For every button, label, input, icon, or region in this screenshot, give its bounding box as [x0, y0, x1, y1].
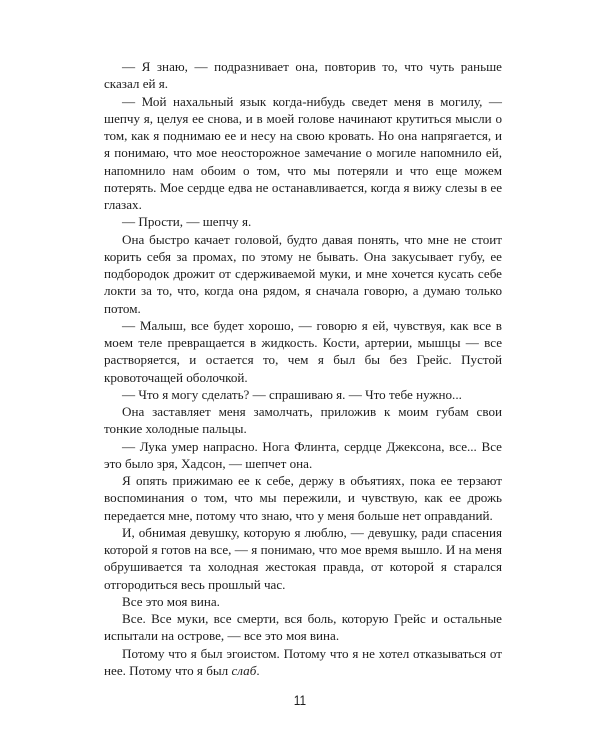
- paragraph: Она заставляет меня замолчать, приложив к моим губам свои тонкие холодные пальцы.: [104, 404, 502, 437]
- page-number: 11: [293, 692, 307, 708]
- paragraph: — Мой нахальный язык когда-нибудь сведет меня в могилу, — шепчу я, целуя ее снова, и в моей голове начинают крутиться мысли о том, как я поднимаю ее и несу на свою кровать. Но она напрягается, и я понимаю, что мое неосторожное замечание о могиле напомнило ей, напомнило нам обоим о том, что мы потеряли и что еще можем потерять. Мое сердце едва не останавливается, когда я вижу слезы в ее глазах.: [104, 93, 502, 212]
- paragraph: И, обнимая девушку, которую я люблю, — девушку, ради спасения которой я готов на все, — я понимаю, что мое время вышло. И на меня обрушивается та холодная жестокая правда, от которой я старался отгородиться весь прошлый час.: [104, 524, 502, 592]
- body-text: [104, 58, 502, 679]
- paragraph: Она быстро качает головой, будто давая понять, что мне не стоит корить себя за промах, по этому не бывать. Она закусывает губу, ее подбородок дрожит от сдерживаемой муки, и мне хочется кусать себе локти за то, что, когда она рядом, я сначала говорю, а думаю только потом.: [104, 231, 502, 316]
- paragraph-last: [104, 645, 502, 680]
- paragraph-last-end: .: [256, 662, 260, 678]
- paragraph: — Прости, — шепчу я.: [122, 214, 252, 230]
- paragraph: — Малыш, все будет хорошо, — говорю я ей, чувствуя, как все в моем теле превращается в жидкость. Кости, артерии, мышцы — все растворяется, и остается то, чем я был бы без Грейс. Пустой кровоточащей оболочкой.: [104, 317, 502, 385]
- paragraph-last-text: Потому что я был эгоистом. Потому что я не хотел отказываться от нее. Потому что я был: [104, 645, 502, 678]
- paragraph: — Что я могу сделать? — спрашиваю я. — Что тебе нужно...: [122, 386, 462, 402]
- paragraph: Все. Все муки, все смерти, вся боль, которую Грейс и остальные испытали на острове, — все это моя вина.: [104, 611, 502, 644]
- paragraph: Я опять прижимаю ее к себе, держу в объятиях, пока ее терзают воспоминания о том, что мы пережили, и чувствую, как ее дрожь передается мне, потому что знаю, что у меня больше нет оправданий.: [104, 473, 502, 523]
- paragraph: Все это моя вина.: [122, 593, 220, 609]
- paragraph: — Лука умер напрасно. Нога Флинта, сердце Джексона, все... Все это было зря, Хадсон, — шепчет она.: [104, 438, 502, 471]
- emphasis-word: слаб: [231, 662, 257, 678]
- paragraph: — Я знаю, — подразнивает она, повторив то, что чуть раньше сказал ей я.: [104, 59, 502, 92]
